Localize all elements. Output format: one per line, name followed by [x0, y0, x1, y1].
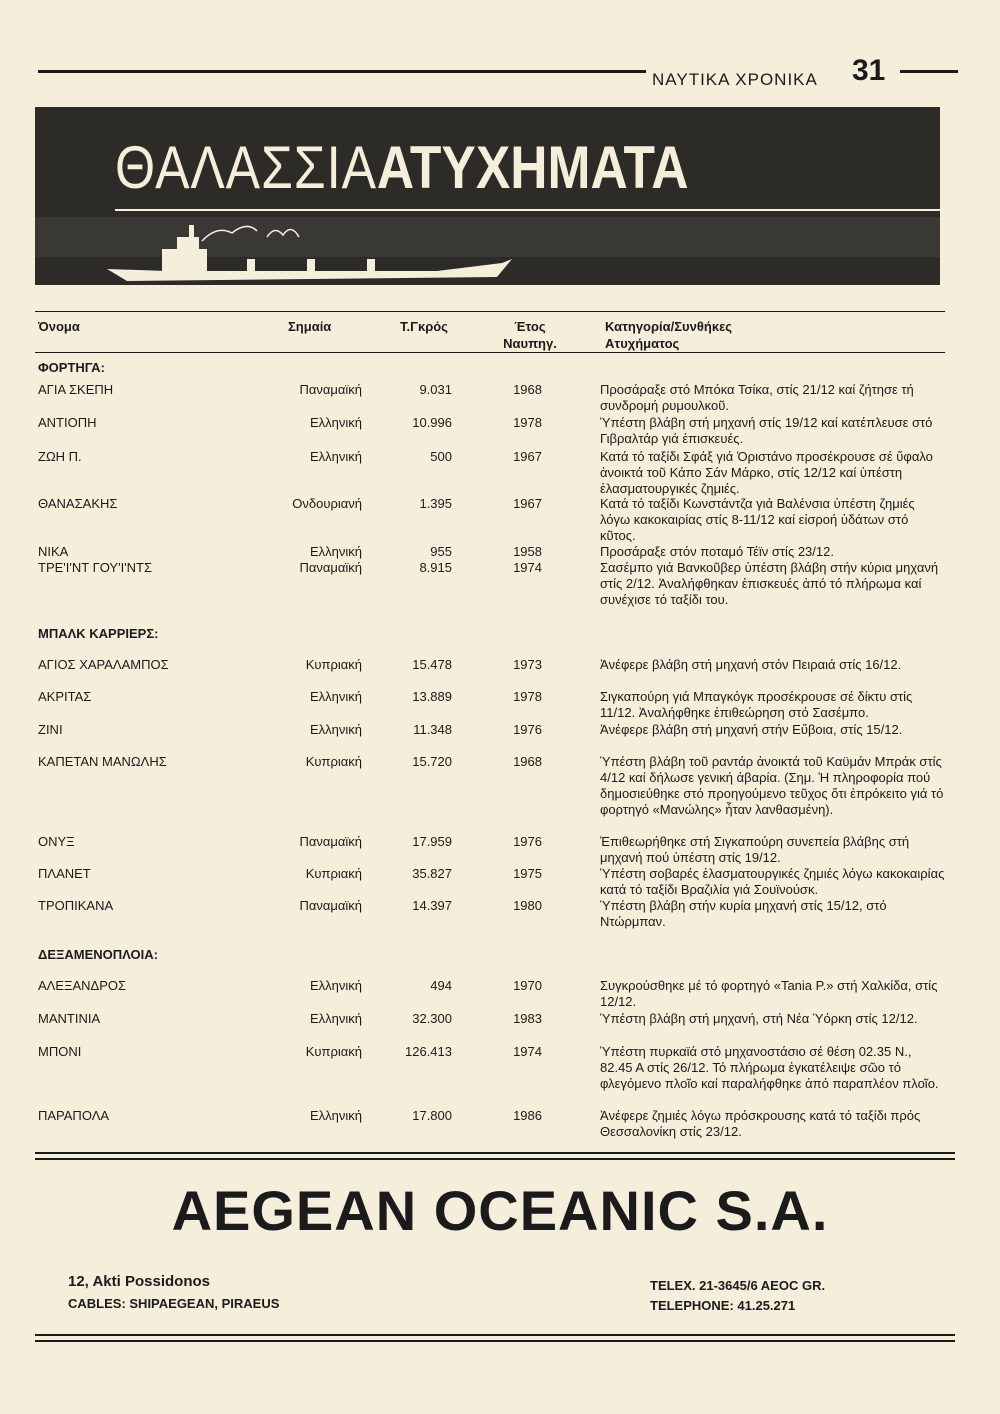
ship-year: 1978	[513, 689, 542, 704]
ship-year: 1976	[513, 722, 542, 737]
ad-rule-bottom-1	[35, 1334, 955, 1336]
ship-year: 1983	[513, 1011, 542, 1026]
incident-description: Ἀνέφερε βλάβη στή μηχανή στήν Εὔβοια, στίς 15/12.	[600, 722, 903, 737]
ad-company-name: AEGEAN OCEANIC S.A.	[171, 1179, 829, 1242]
col-head-desc-line1: Κατηγορία/Συνθήκες	[605, 319, 732, 334]
ship-name: ΤΡΕ'Ι'ΝΤ ΓΟΥ'Ι'ΝΤΣ	[38, 560, 153, 575]
ship-flag: Ελληνική	[309, 1011, 362, 1026]
ship-grt: 10.996	[412, 415, 452, 430]
ship-flag: Κυπριακή	[305, 1044, 362, 1059]
incident-description: Ὑπέστη βλάβη στή μηχανή, στή Νέα Ὑόρκη στίς 12/12.	[600, 1011, 918, 1026]
ship-grt: 14.397	[412, 898, 452, 913]
ship-flag: Ονδουριανή	[292, 496, 362, 511]
ship-year: 1973	[513, 657, 542, 672]
section-title: ΜΠΑΛΚ ΚΑΡΡΙΕΡΣ:	[38, 626, 159, 641]
ship-illustration-icon	[107, 219, 527, 285]
col-head-desc	[605, 318, 732, 352]
ship-year: 1980	[513, 898, 542, 913]
incident-description: Κατά τό ταξίδι Σφάξ γιά Ὀριστάνο προσέκρουσε σέ ὕφαλο ἀνοικτά τοῦ Κάπο Σάν Μάρκο, στίς 12/12 καί ὑπέστη ἐλασματουργικές ζημιές.	[600, 449, 933, 496]
incident-description: Ὑπέστη πυρκαϊά στό μηχανοστάσιο σέ θέση 02.35 N., 82.45 A στίς 26/12. Τό πλήρωμα ἐγκατέλειψε σῶο τό φλεγόμενο πλοῖο καί παραλήφθηκε ἀπό παραπλέον πλοῖο.	[600, 1044, 939, 1091]
ship-grt: 32.300	[412, 1011, 452, 1026]
ship-year: 1975	[513, 866, 542, 881]
ship-flag: Ελληνική	[309, 544, 362, 559]
ship-year: 1986	[513, 1108, 542, 1123]
col-head-year-line2: Ναυπηγ.	[503, 336, 557, 351]
ship-grt: 13.889	[412, 689, 452, 704]
ship-grt: 8.915	[419, 560, 452, 575]
ship-name: ΟΝΥΞ	[38, 834, 75, 849]
ship-flag: Παναμαϊκή	[299, 560, 362, 575]
ad-cables: CABLES: SHIPAEGEAN, PIRAEUS	[68, 1296, 280, 1311]
ship-flag: Ελληνική	[309, 689, 362, 704]
ship-grt: 494	[430, 978, 452, 993]
incident-description: Προσάραξε στόν ποταμό Τέϊν στίς 23/12.	[600, 544, 834, 559]
ship-year: 1974	[513, 560, 542, 575]
banner-title-bold: ΑΤΥΧΗΜΑΤΑ	[376, 134, 689, 201]
ship-year: 1974	[513, 1044, 542, 1059]
ship-year: 1976	[513, 834, 542, 849]
ship-grt: 1.395	[419, 496, 452, 511]
ship-flag: Ελληνική	[309, 1108, 362, 1123]
ship-name: ΑΓΙΑ ΣΚΕΠΗ	[38, 382, 114, 397]
journal-name: ΝΑΥΤΙΚΑ ΧΡΟΝΙΚΑ	[652, 70, 818, 89]
col-head-grt: Τ.Γκρός	[400, 319, 448, 334]
col-head-desc-line2: Ατυχήματος	[605, 336, 680, 351]
ship-flag: Παναμαϊκή	[299, 382, 362, 397]
ad-rule-top-1	[35, 1152, 955, 1154]
ship-grt: 11.348	[413, 722, 452, 737]
incident-description: Σιγκαπούρη γιά Μπαγκόγκ προσέκρουσε σέ δίκτυ στίς 11/12. Ἀναλήφθηκε ἐπιθεώρηση στό Σασέμπο.	[600, 689, 913, 720]
incident-description: Ὑπέστη σοβαρές ἐλασματουργικές ζημιές λόγω κακοκαιρίας κατά τό ταξίδι Βραζιλία γιά Σουϊνούσκ.	[600, 866, 945, 897]
ship-grt: 17.959	[412, 834, 452, 849]
col-head-name: Όνομα	[38, 319, 80, 334]
ship-name: ΖΙΝΙ	[38, 722, 63, 737]
incident-description: Ὑπέστη βλάβη στήν κυρία μηχανή στίς 15/12, στό Ντώρμπαν.	[600, 898, 887, 929]
ship-year: 1967	[513, 449, 542, 464]
ship-name: ΘΑΝΑΣΑΚΗΣ	[38, 496, 118, 511]
ship-name: ΑΓΙΟΣ ΧΑΡΑΛΑΜΠΟΣ	[38, 657, 169, 672]
ship-year: 1967	[513, 496, 542, 511]
ship-grt: 15.478	[412, 657, 452, 672]
ship-name: ΤΡΟΠΙΚΑΝΑ	[38, 898, 114, 913]
ad-rule-top-2	[35, 1158, 955, 1160]
ship-year: 1970	[513, 978, 542, 993]
col-head-flag: Σημαία	[288, 319, 332, 334]
ship-name: ΠΛΑΝΕΤ	[38, 866, 91, 881]
ship-flag: Ελληνική	[309, 415, 362, 430]
ship-grt: 955	[430, 544, 452, 559]
table-rule-top	[35, 311, 945, 312]
ship-year: 1958	[513, 544, 542, 559]
ship-grt: 126.413	[405, 1044, 452, 1059]
ad-telephone: TELEPHONE: 41.25.271	[650, 1298, 796, 1313]
ship-name: ΑΝΤΙΟΠΗ	[38, 415, 97, 430]
ship-grt: 9.031	[419, 382, 452, 397]
ship-name: ΜΑΝΤΙΝΙΑ	[38, 1011, 101, 1026]
ship-grt: 500	[430, 449, 452, 464]
ship-flag: Ελληνική	[309, 978, 362, 993]
incident-description: Κατά τό ταξίδι Κωνστάντζα γιά Βαλένσια ὑπέστη ζημιές λόγω κακοκαιρίας στίς 8-11/12 καί εἰσροή ὑδάτων στό κῦτος.	[600, 496, 915, 543]
title-banner	[35, 107, 940, 285]
incident-description: Σασέμπο γιά Βανκοῦβερ ὑπέστη βλάβη στήν κύρια μηχανή στίς 2/12. Ἀναλήφθηκαν ἐπισκευές ἀπό τό πλήρωμα καί συνέχισε τό ταξίδι του.	[600, 560, 939, 607]
incident-description: Συγκρούσθηκε μέ τό φορτηγό «Tania P.» στή Χαλκίδα, στίς 12/12.	[600, 978, 938, 1009]
ship-name: ΑΚΡΙΤΑΣ	[38, 689, 92, 704]
ship-name: ΝΙΚΑ	[38, 544, 69, 559]
ship-name: ΑΛΕΞΑΝΔΡΟΣ	[38, 978, 127, 993]
incident-description: Ἀνέφερε βλάβη στή μηχανή στόν Πειραιά στίς 16/12.	[600, 657, 902, 672]
incident-description: Ἐπιθεωρήθηκε στή Σιγκαπούρη συνεπεία βλάβης στή μηχανή πού ὑπέστη στίς 19/12.	[600, 834, 910, 865]
banner-title-light: ΘΑΛΑΣΣΙΑ	[115, 134, 377, 201]
section-title: ΦΟΡΤΗΓΑ:	[38, 360, 105, 375]
ship-flag: Ελληνική	[309, 722, 362, 737]
ship-year: 1968	[513, 382, 542, 397]
ship-flag: Παναμαϊκή	[299, 834, 362, 849]
ship-grt: 15.720	[412, 754, 452, 769]
table-rule	[35, 352, 945, 353]
incident-description: Ἀνέφερε ζημιές λόγω πρόσκρουσης κατά τό ταξίδι πρός Θεσσαλονίκη στίς 23/12.	[600, 1108, 921, 1139]
ship-flag: Παναμαϊκή	[299, 898, 362, 913]
section-title: ΔΕΞΑΜΕΝΟΠΛΟΙΑ:	[38, 947, 158, 962]
incident-description: Ὑπέστη βλάβη στή μηχανή στίς 19/12 καί κατέπλευσε στό Γιβραλτάρ γιά ἐπισκευές.	[600, 415, 933, 446]
incident-description: Ὑπέστη βλάβη τοῦ ραντάρ ἀνοικτά τοῦ Καϋμάν Μπράκ στίς 4/12 καί δήλωσε γενική ἀβαρία. (Σημ. Ἡ πληροφορία πού δημοσιεύθηκε στό προηγούμενο τεῦχος ὅτι ἐπρόκειτο γιά τό φορτηγό «Μανώλης» ἦταν λανθασμένη).	[600, 754, 944, 817]
ship-name: ΜΠΟΝΙ	[38, 1044, 82, 1059]
banner-divider	[115, 209, 940, 211]
ad-address: 12, Akti Possidonos	[68, 1273, 210, 1290]
col-head-year	[500, 318, 560, 352]
ship-year: 1978	[513, 415, 542, 430]
ad-rule-bottom-2	[35, 1340, 955, 1342]
ship-year: 1968	[513, 754, 542, 769]
ship-flag: Κυπριακή	[305, 657, 362, 672]
ship-flag: Ελληνική	[309, 449, 362, 464]
col-head-year-line1: Έτος	[514, 319, 546, 334]
ad-telex: TELEX. 21-3645/6 AEOC GR.	[650, 1278, 826, 1293]
header-rule-left	[38, 70, 646, 73]
ship-name: ΚΑΠΕΤΑΝ ΜΑΝΩΛΗΣ	[38, 754, 167, 769]
banner-title	[115, 134, 689, 201]
ship-grt: 35.827	[412, 866, 452, 881]
ship-name: ΠΑΡΑΠΟΛΑ	[38, 1108, 110, 1123]
header-rule-right	[900, 70, 958, 73]
incident-description: Προσάραξε στό Μπόκα Τσίκα, στίς 21/12 καί ζήτησε τή συνδρομή ρυμουλκοῦ.	[600, 382, 914, 413]
ship-name: ΖΩΗ Π.	[38, 449, 82, 464]
ship-grt: 17.800	[412, 1108, 452, 1123]
ship-flag: Κυπριακή	[305, 754, 362, 769]
ship-flag: Κυπριακή	[305, 866, 362, 881]
page-number: 31	[852, 54, 886, 87]
